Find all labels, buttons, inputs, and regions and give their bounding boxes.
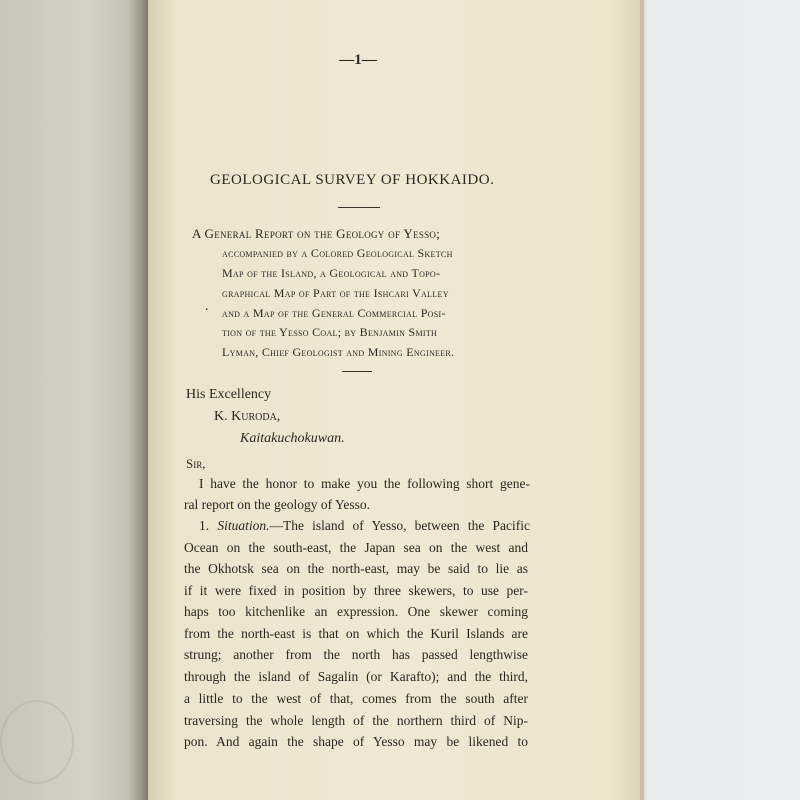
section-heading: Situation.: [217, 518, 270, 533]
body-line: I have the honor to make you the following short gene-: [199, 476, 530, 491]
addressee-initial: K.: [214, 409, 232, 424]
document-title: GEOLOGICAL SURVEY OF HOKKAIDO.: [210, 172, 495, 188]
watermark-seal: [0, 700, 74, 784]
body-line: if it were fixed in position by three skewers, to use per-: [184, 583, 528, 598]
subtitle-line: Lyman, Chief Geologist and Mining Engineer.: [222, 345, 455, 359]
subtitle-line: accompanied by a Colored Geological Sketch: [222, 246, 453, 260]
subtitle-line: tion of the Yesso Coal; by Benjamin Smith: [222, 325, 438, 339]
body-line: the Okhotsk sea on the north-east, may be said to lie as: [184, 561, 528, 576]
body-line: strung; another from the north has passed lengthwise: [184, 647, 528, 662]
body-line: ral report on the geology of Yesso.: [184, 497, 370, 512]
body-line: from the north-east is that on which the Kuril Islands are: [184, 626, 528, 641]
addressee-surname: Kuroda,: [231, 409, 281, 424]
addressee-name: [214, 409, 280, 425]
section-number: 1.: [199, 518, 218, 533]
subtitle-line: A General Report on the Geology of Yesso;: [192, 226, 441, 241]
page-number: —1—: [339, 52, 377, 68]
body-line: pon. And again the shape of Yesso may be likened to: [184, 734, 528, 749]
stray-mark: .: [205, 299, 209, 314]
title-divider: [338, 207, 380, 208]
salutation: His Excellency: [186, 387, 272, 402]
page-edge: [640, 0, 644, 800]
section-first-line-rest: —The island of Yesso, between the Pacific: [269, 518, 531, 533]
body-line: through the island of Sagalin (or Karafto); and the third,: [184, 669, 528, 684]
subtitle-line: Map of the Island, a Geological and Topo-: [222, 266, 441, 280]
subtitle-line: graphical Map of Part of the Ishcari Valley: [222, 286, 449, 300]
body-line: a little to the west of that, comes from the south after: [184, 691, 528, 706]
body-line: traversing the whole length of the northern third of Nip-: [184, 713, 528, 728]
subtitle-divider: [342, 371, 372, 372]
greeting: Sir,: [186, 456, 206, 471]
body-line: haps too kitchenlike an expression. One skewer coming: [184, 604, 528, 619]
section-first-line: [199, 518, 530, 534]
body-line: Ocean on the south-east, the Japan sea on the west and: [184, 540, 528, 555]
subtitle-line: and a Map of the General Commercial Posi-: [222, 306, 446, 320]
addressee-office: Kaitakuchokuwan.: [240, 431, 345, 446]
